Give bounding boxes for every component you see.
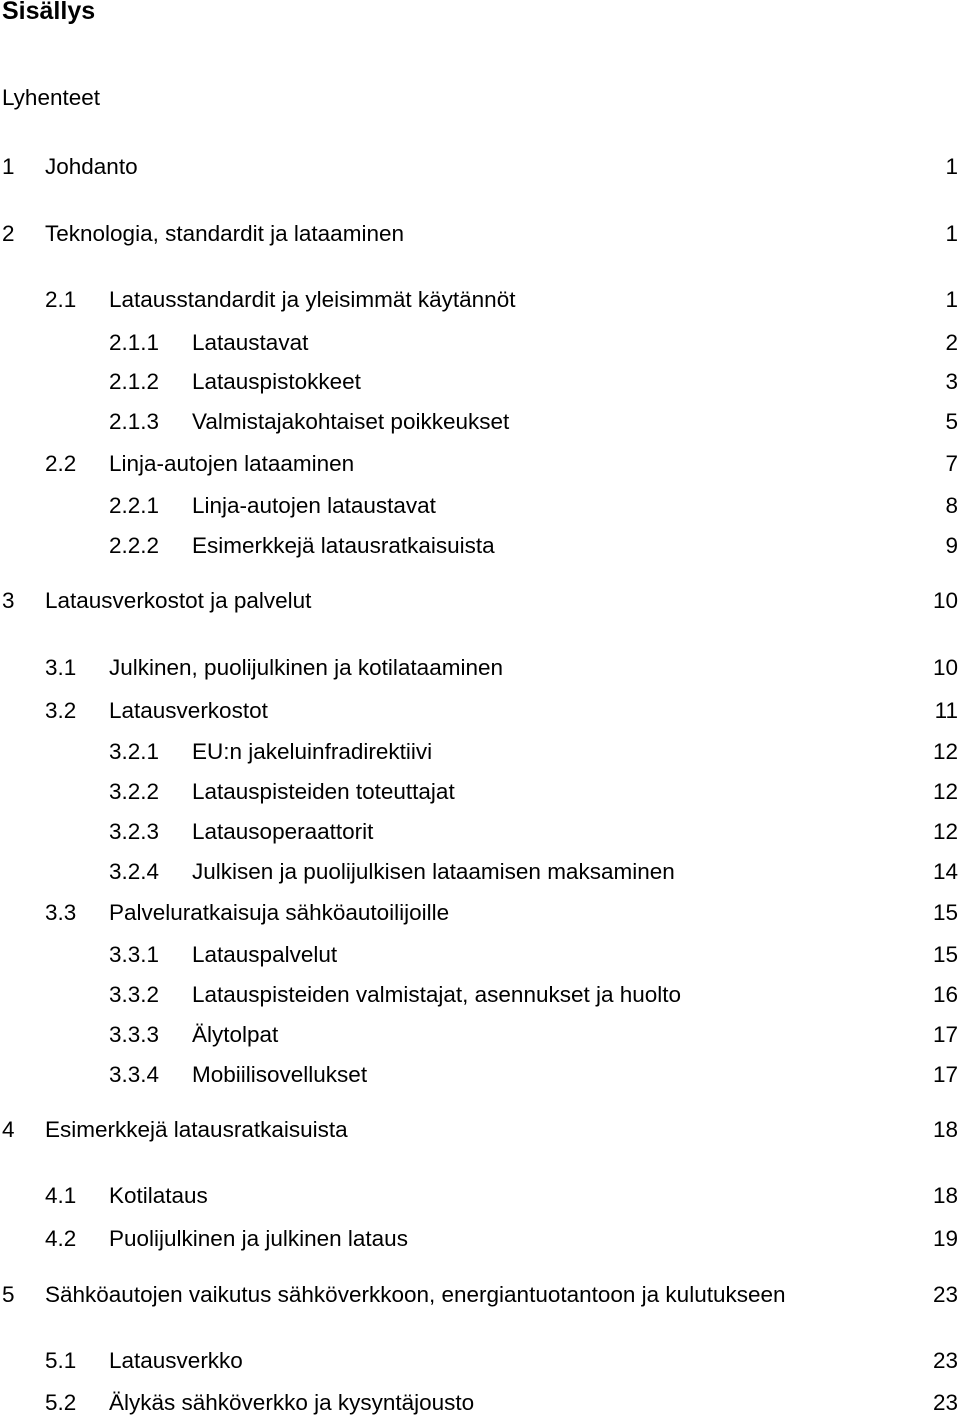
toc-entry-5[interactable] [0,1280,958,1310]
toc-entry-number: 2.1.1 [109,330,160,355]
toc-entry-page: 17 [932,1022,958,1047]
toc-entry-number: 5.1 [45,1348,77,1373]
toc-entry-4[interactable] [0,1115,958,1145]
toc-entry-3-3-1[interactable] [0,940,958,970]
toc-entry-title: Puolijulkinen ja julkinen lataus [109,1226,408,1251]
toc-entry-title: Lataustavat [192,330,309,355]
toc-entry-3-3-3[interactable] [0,1020,958,1050]
toc-entry-page: 18 [932,1183,958,1208]
toc-entry-page: 12 [932,739,958,764]
toc-entry-page: 3 [945,369,958,394]
toc-entry-number: 2.1.2 [109,369,160,394]
toc-entry-number: 3.2.4 [109,859,160,884]
toc-entry-page: 10 [932,655,958,680]
toc-entry-1[interactable] [0,152,958,182]
toc-entry-5-2[interactable] [0,1388,958,1418]
page-title: Sisällys [2,0,96,25]
toc-entry-page: 1 [945,287,958,312]
toc-entry-3[interactable] [0,586,958,616]
toc-entry-page: 8 [945,493,958,518]
toc-entry-number: 1 [2,154,15,179]
toc-entry-3-3-2[interactable] [0,980,958,1010]
toc-entry-title: EU:n jakeluinfradirektiivi [192,739,433,764]
toc-entry-number: 4 [2,1117,15,1142]
toc-entry-page: 9 [945,533,958,558]
toc-entry-number: 3.1 [45,655,77,680]
toc-entry-2-1-2[interactable] [0,367,958,397]
toc-entry-number: 2.2.1 [109,493,160,518]
toc-entry-5-1[interactable] [0,1346,958,1376]
toc-entry-2-1[interactable] [0,285,958,315]
toc-entry-page: 1 [945,221,958,246]
toc-entry-page: 5 [945,409,958,434]
toc-entry-2-1-1[interactable] [0,328,958,358]
toc-entry-title: Latausoperaattorit [192,819,374,844]
toc-entry-page: 15 [932,900,958,925]
toc-entry-number: 4.2 [45,1226,77,1251]
toc-entry-number: 2.2 [45,451,77,476]
toc-entry-title: Linja-autojen lataustavat [192,493,436,518]
toc-entry-title: Latauspistokkeet [192,369,361,394]
toc-entry-number: 5 [2,1282,15,1307]
toc-entry-3-3[interactable] [0,898,958,928]
toc-entry-title: Esimerkkejä latausratkaisuista [45,1117,348,1142]
toc-entry-title: Kotilataus [109,1183,208,1208]
toc-entry-title: Palveluratkaisuja sähköautoilijoille [109,900,450,925]
toc-entry-number: 3.3 [45,900,77,925]
toc-entry-title: Julkisen ja puolijulkisen lataamisen maksaminen [192,859,675,884]
toc-entry-number: 2.2.2 [109,533,160,558]
toc-entry-title: Latauspisteiden toteuttajat [192,779,455,804]
toc-entry-title: Sähköautojen vaikutus sähköverkkoon, energiantuotantoon ja kulutukseen [45,1282,786,1307]
toc-entry-number: 3 [2,588,15,613]
toc-entry-page: 23 [932,1282,958,1307]
toc-entry-number: 5.2 [45,1390,77,1415]
toc-entry-title: Esimerkkejä latausratkaisuista [192,533,495,558]
toc-entry-page: 23 [932,1348,958,1373]
toc-entry-title: Latauspalvelut [192,942,338,967]
toc-entry-page: 10 [932,588,958,613]
toc-entry-number: 4.1 [45,1183,77,1208]
toc-entry-page: 2 [945,330,958,355]
toc-entry-title: Latausverkostot ja palvelut [45,588,312,613]
toc-entry-4-1[interactable] [0,1181,958,1211]
toc-entry-page: 15 [932,942,958,967]
toc-entry-title: Mobiilisovellukset [192,1062,368,1087]
toc-entry-2[interactable] [0,219,958,249]
toc-entry-3-3-4[interactable] [0,1060,958,1090]
toc-entry-title: Latausverkko [109,1348,243,1373]
toc-entry-number: 3.3.3 [109,1022,160,1047]
toc-entry-number: 3.2.1 [109,739,160,764]
toc-entry-3-2-4[interactable] [0,857,958,887]
toc-entry-page: 19 [932,1226,958,1251]
toc-entry-title: Valmistajakohtaiset poikkeukset [192,409,510,434]
toc-entry-abbreviations[interactable] [0,83,958,113]
toc-entry-title: Teknologia, standardit ja lataaminen [45,221,404,246]
toc-entry-number: 3.3.1 [109,942,160,967]
toc-entry-page: 16 [932,982,958,1007]
toc-entry-3-2-1[interactable] [0,737,958,767]
toc-entry-page: 11 [934,698,958,723]
toc-entry-title: Latausstandardit ja yleisimmät käytännöt [109,287,516,312]
toc-entry-page: 14 [932,859,958,884]
toc-entry-title: Latauspisteiden valmistajat, asennukset ja huolto [192,982,682,1007]
toc-entry-number: 3.2.2 [109,779,160,804]
toc-entry-number: 3.3.4 [109,1062,160,1087]
toc-entry-title: Linja-autojen lataaminen [109,451,355,476]
toc-entry-title: Johdanto [45,154,138,179]
toc-entry-page: 23 [932,1390,958,1415]
toc-entry-3-2-2[interactable] [0,777,958,807]
toc-entry-number: 3.2.3 [109,819,160,844]
toc-entry-3-2[interactable] [0,696,958,726]
toc-entry-number: 3.3.2 [109,982,160,1007]
toc-entry-2-1-3[interactable] [0,407,958,437]
toc-entry-page: 12 [932,819,958,844]
toc-entry-2-2[interactable] [0,449,958,479]
toc-entry-number: 2.1 [45,287,77,312]
toc-entry-page: 12 [932,779,958,804]
toc-entry-page: 1 [945,154,958,179]
toc-entry-2-2-1[interactable] [0,491,958,521]
toc-entry-title: Latausverkostot [109,698,268,723]
toc-entry-2-2-2[interactable] [0,531,958,561]
toc-entry-page: 7 [945,451,958,476]
toc-entry-3-2-3[interactable] [0,817,958,847]
toc-entry-page: 18 [932,1117,958,1142]
toc-entry-title: Lyhenteet [2,85,100,110]
toc-entry-number: 2 [2,221,15,246]
toc-entry-page: 17 [932,1062,958,1087]
toc-entry-title: Julkinen, puolijulkinen ja kotilataaminen [109,655,503,680]
toc-entry-3-1[interactable] [0,653,958,683]
toc-entry-4-2[interactable] [0,1224,958,1254]
toc-entry-number: 2.1.3 [109,409,160,434]
toc-entry-number: 3.2 [45,698,77,723]
toc-entry-title: Älykäs sähköverkko ja kysyntäjousto [109,1390,475,1415]
toc-entry-title: Älytolpat [192,1022,279,1047]
